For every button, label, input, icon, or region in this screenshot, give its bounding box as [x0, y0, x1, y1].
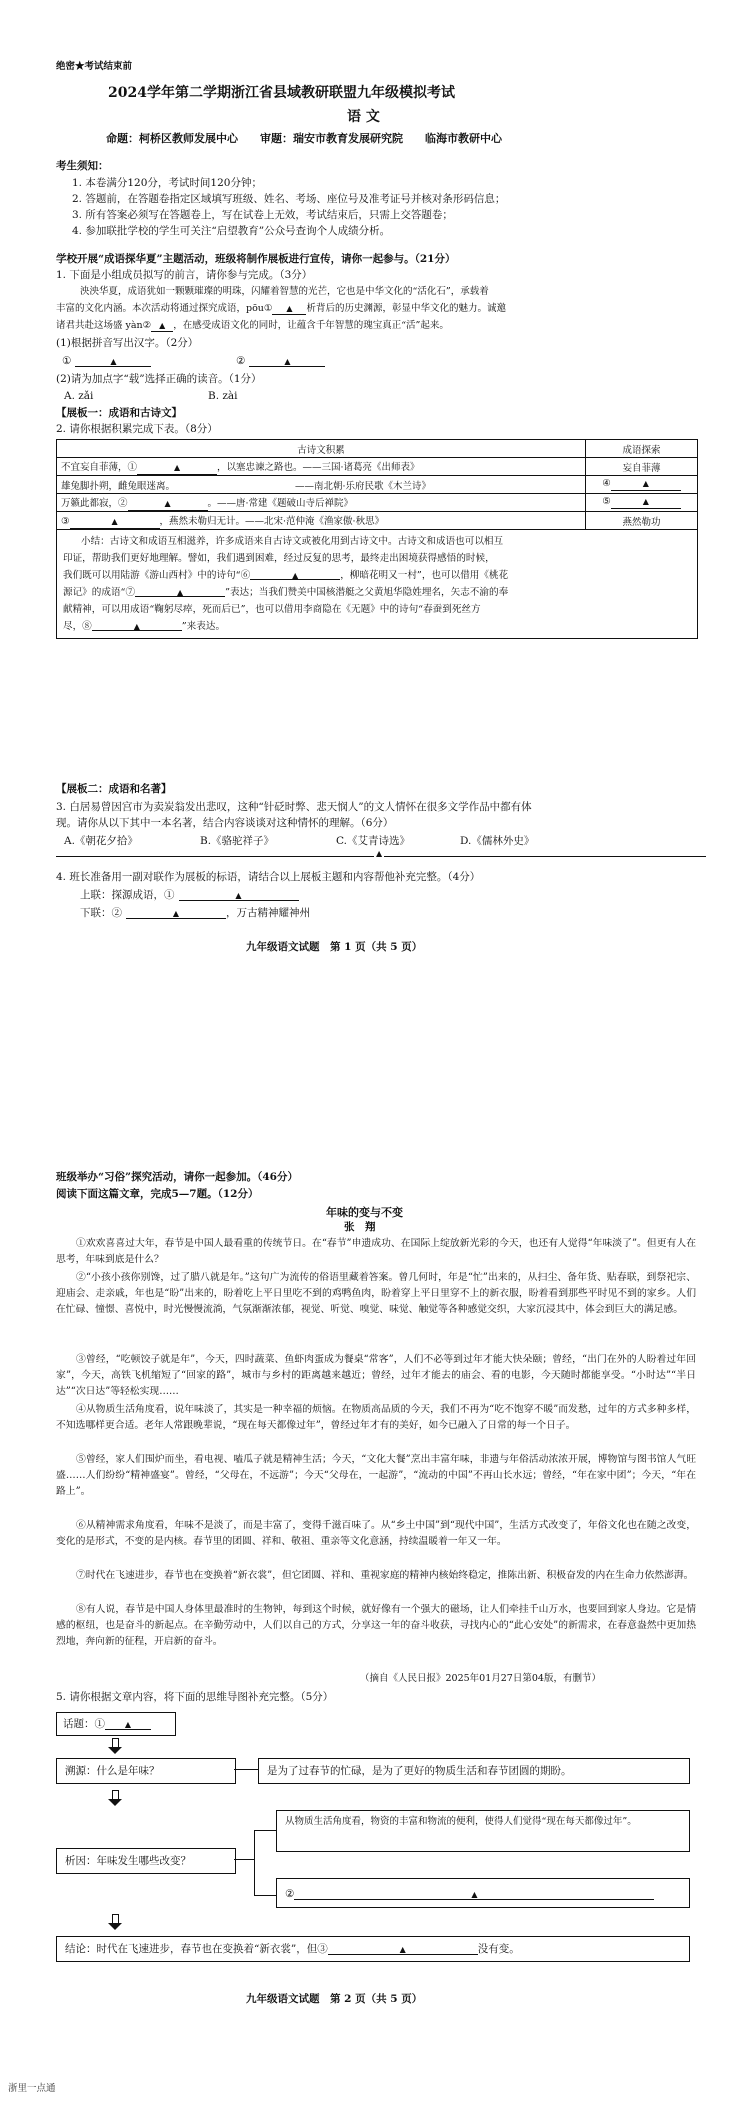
exam-title: 2024学年第二学期浙江省县域教研联盟九年级模拟考试	[108, 85, 455, 101]
mindmap-topic: 话题：① ▲	[56, 1712, 176, 1736]
article-paragraph: ⑤曾经，家人们围炉而坐，看电视、嗑瓜子就是精神生活；今天，“文化大餐”烹出丰富年味，非遗与年俗活动浓浓开展，博物馆与图书馆人气旺盛……人们纷纷“精神盛宴”。曾经，“父母在，不远游”；今天“父母在，一起游”，“流动的中国”不再山长水远；曾经，“年在家中团”；今天，“年在路上”。	[56, 1454, 696, 1497]
arrow-down-icon	[108, 1790, 122, 1806]
notice-item: 4. 参加联批学校的学生可关注“启望教育”公众号查询个人成绩分析。	[72, 225, 391, 237]
summary-box: 小结：古诗文和成语互相滋养，许多成语来自古诗文或被化用到古诗文中。古诗文和成语也可以相互 印证，帮助我们更好地理解。譬如，我们遇到困难，经过反复的思考，最终走出困境获得感悟的时候， 我们既可以用陆游《游山西村》中的诗句“⑥ ▲ ，柳暗花明又一村”，也可以借用《桃花 源记》的成语“⑦ ▲ ”表达；当我们赞美中国核潜艇之父黄旭华隐姓埋名，矢志不渝的奉 献精神，可以用成语“鞠躬尽瘁，死而后已”，也可以借用李商隐在《无题》中的诗句“春蚕到死丝方 尽，⑧ ▲ ”来表达。	[57, 530, 698, 639]
option-a[interactable]: A. zǎi	[64, 390, 94, 402]
exam-page-1	[0, 0, 743, 1000]
article-paragraph: ①欢欢喜喜过大年，春节是中国人最看重的传统节日。在“春节”申遗成功、在国际上绽放新光彩的今天，也还有人觉得“年味淡了”。但更有人在思考，年味到底是什么？	[56, 1238, 696, 1265]
book-option[interactable]: A.《朝花夕拾》	[64, 835, 138, 847]
article-title: 年味的变与不变	[326, 1206, 403, 1219]
board2-heading: 【展板二：成语和名著】	[56, 783, 172, 795]
answer-blank[interactable]: ▲	[135, 584, 225, 597]
question-3: 3. 白居易曾因宫市为卖炭翁发出悲叹，这种“针砭时弊、悲天悯人”的文人情怀在很多文学作品中都有体	[56, 801, 532, 813]
notice-item: 1. 本卷满分120分，考试时间120分钟；	[72, 177, 262, 189]
preface-line: 丰富的文化内涵。本次活动将通过探究成语，pōu① ▲ 析背后的历史渊源，彰显中华文化的魅力。诚邀	[56, 303, 506, 314]
bracket-connector	[254, 1830, 277, 1896]
book-option[interactable]: C.《艾青诗选》	[336, 835, 410, 847]
answer-blank[interactable]: ▲	[250, 567, 340, 580]
answer-blank[interactable]: ▲	[179, 888, 299, 901]
answer-blank[interactable]: ▲	[75, 354, 151, 367]
article-paragraph: ⑦时代在飞速进步，春节也在变换着“新衣裳”，但它团圆、祥和、重视家庭的精神内核始终稳定，推陈出新、积极奋发的内在生命力依然澎湃。	[76, 1570, 694, 1581]
answer-blank[interactable]: ▲	[126, 906, 226, 919]
mindmap-trace-answer: 是为了过春节的忙碌，是为了更好的物质生活和春节团圆的期盼。	[258, 1758, 690, 1784]
answer-blank[interactable]: ▲	[128, 498, 208, 511]
page-gap	[0, 1000, 743, 1170]
subject-title: 语 文	[347, 109, 380, 125]
page-footer: 九年级语文试题 第 2 页（共 5 页）	[246, 1993, 423, 2005]
table-header: 古诗文积累	[57, 440, 586, 458]
article-paragraph: ⑧有人说，春节是中国人身体里最准时的生物钟，每到这个时候，就好像有一个强大的磁场，让人们牵挂千山万水，也要回到家人身边。它是情感的枢纽，也是奋斗的新起点。在辛勤劳动中，人们以自己的方式，分享这一年的奋斗收获，寻找内心的“此心安处”的新需求，在春意盎然中更加热烈地，奔向新的征程，开启新的奋斗。	[56, 1604, 696, 1647]
article-source: （摘自《人民日报》2025年01月27日第04版，有删节）	[360, 1673, 601, 1684]
book-option[interactable]: B.《骆驼祥子》	[200, 835, 275, 847]
answer-blank[interactable]: ▲	[611, 478, 681, 491]
mindmap-material: 从物质生活角度看，物资的丰富和物流的便利，使得人们觉得“现在每天都像过年”。	[276, 1810, 690, 1852]
question-3-cont: 现。请你从以下其中一本名著，结合内容谈谈对这种情怀的理解。（6分）	[56, 817, 394, 829]
question-1: 1. 下面是小组成员拟写的前言，请你参与完成。（3分）	[56, 269, 313, 281]
table-row: 雄兔脚扑朔，雌兔眼迷离。 ——南北朝·乐府民歌《木兰诗》 ④ ▲	[57, 476, 698, 494]
answer-line: ① ▲	[62, 354, 151, 368]
mindmap-conclusion: 结论：时代在飞速进步，春节也在变换着“新衣裳”，但③ ▲ 没有变。	[56, 1936, 690, 1962]
secret-label: 绝密★考试结束前	[56, 61, 133, 72]
article-paragraph: ④从物质生活角度看，说年味淡了，其实是一种幸福的烦恼。在物质高品质的今天，我们不再为“吃不饱穿不暖”而发愁，过年的方式多种多样，不知选哪样更合适。老年人常跟晚辈说，“现在每天都像过年”，曾经过年才有的美好，如今已融入了日常的每一个日子。	[56, 1404, 696, 1431]
exam-page-2	[0, 1170, 743, 2104]
reading-instruction: 阅读下面这篇文章，完成5—7题。（12分）	[56, 1188, 259, 1200]
answer-blank[interactable]: ▲	[294, 1887, 654, 1900]
article-paragraph: ③曾经，“吃顿饺子就是年”，今天，四时蔬菜、鱼虾肉蛋成为餐桌“常客”，人们不必等到过年才能大快朵颐；曾经，“出门在外的人盼着过年回家”，今天，高铁飞机缩短了“回家的路”，城市与乡村的距离越来越近；曾经，过年才能去的庙会、看的电影，今天随时都能享受。“小时达”“半日达”“次日达”等轻松实现……	[56, 1354, 696, 1397]
arrow-down-icon	[108, 1738, 122, 1754]
answer-blank[interactable]: ▲	[137, 462, 217, 475]
mindmap-trace: 溯源：什么是年味？	[56, 1758, 236, 1784]
poem-table	[56, 439, 698, 639]
answer-line: ② ▲	[236, 354, 325, 368]
table-row: 万籁此都寂，② ▲ 。——唐·常建《题破山寺后禅院》 ⑤ ▲	[57, 494, 698, 512]
option-b[interactable]: B. zài	[208, 390, 238, 402]
article-paragraph: ②“小孩小孩你别馋，过了腊八就是年。”这句广为流传的俗语里藏着答案。曾几何时，年是“忙”出来的，从扫尘、备年货、贴春联，到祭祀宗、迎庙会、走亲戚，年也是“盼”出来的，盼着吃上平日里吃不到的鸡鸭鱼肉，盼着穿上平日里穿不上的新衣服，盼着看到那些平时见不到的家乡。人们在忙碌、憧憬、喜悦中，时光慢慢流淌，气氛渐渐浓郁，视觉、听觉、嗅觉、味觉、触觉等各种感觉交织，大家沉浸其中，体会到巨大的满足感。	[56, 1272, 696, 1315]
table-row: 不宜妄自菲薄，① ▲ ，以塞忠谏之路也。——三国·诸葛亮《出师表》 妄自菲薄	[57, 458, 698, 476]
question-2: 2. 请你根据积累完成下表。（8分）	[56, 423, 218, 435]
arrow-down-icon	[108, 1914, 122, 1930]
question-4: 4. 班长准备用一副对联作为展板的标语，请结合以上展板主题和内容帮他补充完整。（4分）	[56, 871, 481, 883]
board1-heading: 【展板一：成语和古诗文】	[56, 407, 182, 419]
preface-line: 泱泱华夏，成语犹如一颗颗璀璨的明珠，闪耀着智慧的光芒，它也是中华文化的“活化石”，承载着	[80, 286, 489, 297]
notice-item: 2. 答题前，在答题卷指定区域填写班级、姓名、考场、座位号及准考证号并核对条形码信息；	[72, 193, 506, 205]
article-author: 张 翔	[344, 1221, 376, 1233]
couplet-upper: 上联：探源成语，① ▲	[80, 888, 299, 902]
page-footer: 九年级语文试题 第 1 页（共 5 页）	[246, 941, 423, 953]
answer-blank[interactable]: ▲	[151, 319, 173, 332]
sub-question: (1)根据拼音写出汉字。（2分）	[56, 337, 199, 349]
notice-heading: 考生须知：	[56, 160, 109, 172]
answer-marker: ▲	[376, 849, 383, 858]
table-header: 成语探索	[586, 440, 698, 458]
answer-blank[interactable]: ▲	[70, 516, 160, 529]
setters-line: 命题：柯桥区教师发展中心 审题：瑞安市教育发展研究院 临海市教研中心	[106, 132, 502, 145]
answer-blank[interactable]: ▲	[611, 496, 681, 509]
mindmap-analyze: 析因：年味发生哪些改变？	[56, 1848, 236, 1874]
couplet-lower: 下联：② ▲ ，万古精神耀神州	[80, 907, 310, 919]
book-option[interactable]: D.《儒林外史》	[460, 835, 535, 847]
question-5: 5. 请你根据文章内容，将下面的思维导图补充完整。（5分）	[56, 1691, 334, 1703]
section2-intro: 班级举办“习俗”探究活动，请你一起参加。（46分）	[56, 1171, 298, 1183]
mindmap-answer-2: ② ▲	[276, 1878, 690, 1908]
section1-intro: 学校开展“成语探华夏”主题活动，班级将制作展板进行宣传，请你一起参与。（21分）	[56, 253, 456, 265]
answer-blank[interactable]: ▲	[249, 354, 325, 367]
article-paragraph: ⑥从精神需求角度看，年味不是淡了，而是丰富了，变得千滋百味了。从“乡土中国”到“现代中国”，生活方式改变了，年俗文化也在随之改变，变化的是形式，不变的是内核。春节里的团圆、祥和、敬祖、重亲等文化意涵，持续温暖着一年又一年。	[56, 1520, 696, 1547]
answer-blank[interactable]: ▲	[92, 618, 182, 631]
answer-blank[interactable]: ▲	[272, 302, 306, 315]
sub-question: (2)请为加点字“载”选择正确的读音。（1分）	[56, 373, 262, 385]
answer-blank[interactable]: ▲	[105, 1717, 151, 1730]
connector-line	[234, 1859, 254, 1860]
connector-line	[234, 1769, 258, 1770]
notice-item: 3. 所有答案必须写在答题卷上，写在试卷上无效，考试结束后，只需上交答题卷；	[72, 209, 453, 221]
table-row: ③ ▲ ，燕然未勒归无计。——北宋·范仲淹《渔家傲·秋思》 燕然勒功	[57, 512, 698, 530]
answer-blank[interactable]: ▲	[328, 1942, 478, 1955]
watermark: 浙里一点通	[8, 2083, 56, 2094]
preface-line: 诸君共赴这场盛 yàn② ▲ ，在感受成语文化的同时，让蕴含千年智慧的瑰宝真正“活”起来。	[56, 320, 449, 331]
